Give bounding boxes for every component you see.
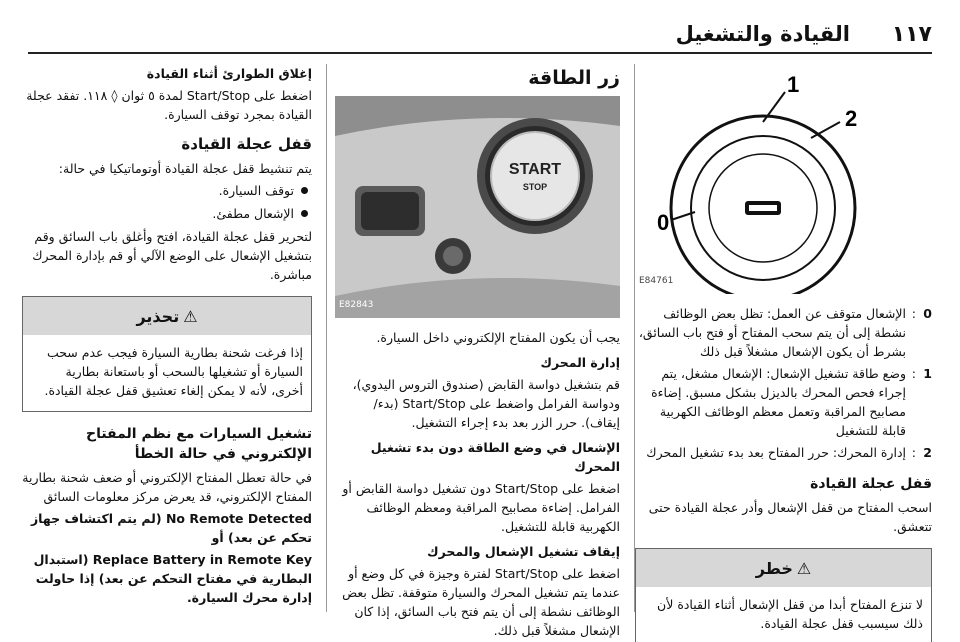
left-column [22,64,312,610]
message-no-remote: No Remote Detected (لم يتم اكتشاف جهاز تحكم عن بعد) أو [30,511,312,545]
position-label-0: 0 [657,210,670,235]
switch-off-text: اضغط على Start/Stop لفترة وجيزة في كل وضع أو عندما يتم تشغيل المحرك والسيارة متوقفة. تظل بعض الوظائف نشطة إلى أن يتم فتح باب السائق، إذا كان الإشعال مشغلاً قبل ذلك. [342,566,620,638]
steering-lock-heading: قفل عجلة القيادة [181,135,312,153]
danger-title: خطر [755,558,793,578]
steering-lock-intro: يتم تنشيط قفل عجلة القيادة أوتوماتيكيا في حالة: [58,161,312,176]
power-button-heading: زر الطاقة [528,67,620,89]
column-divider-left [326,64,327,612]
start-engine-heading: إدارة المحرك [540,355,620,370]
chapter-title: القيادة والتشغيل [675,22,850,46]
steering-lock-text: اسحب المفتاح من قفل الإشعال وأدر عجلة القيادة حتى تتعشق. [648,500,932,534]
position-list [635,304,932,462]
switch-off-heading: إيقاف تشغيل الإشعال والمحرك [427,544,620,559]
ignition-switch-illustration [635,62,932,294]
warning-triangle-icon: ⚠ [183,306,198,326]
steering-lock-heading: قفل عجلة القيادة [810,476,932,492]
right-column [635,62,932,642]
figure-id: E82843 [339,300,374,310]
middle-column [335,64,620,642]
stop-label: STOP [522,182,548,192]
position-item-2: 2 : إدارة المحرك: حرر المفتاح بعد بدء تشغيل المحرك [646,445,932,460]
danger-box [635,548,932,642]
ignition-switch-figure [635,62,932,294]
emergency-shutdown-text: اضغط على Start/Stop لمدة ٥ ثوان ◊ ١١٨. تفقد عجلة القيادة بمجرد توقف السيارة. [26,88,312,122]
bullet-item: الإشعال مطفئ. [22,204,312,223]
message-replace-battery: Replace Battery in Remote Key (استبدال البطارية في مفتاح التحكم عن بعد) إذا حاولت إدارة محرك السيارة. [33,552,312,605]
column-divider-right [634,64,635,612]
emergency-shutdown-heading: إغلاق الطوارئ أثناء القيادة [146,66,312,81]
start-engine-text: قم بتشغيل دواسة القابض (صندوق التروس اليدوي)، ودواسة الفرامل واضغط على Start/Stop (بدء/إيقاف). حرر الزر بعد بدء إجراء التشغيل. [352,377,620,430]
caution-title: تحذير [136,306,180,326]
power-mode-text: اضغط على Start/Stop دون تشغيل دواسة القابض أو الفرامل. إضاءة مصابيح المراقبة ومعظم الوظائف الكهربية قابلة للتشغيل. [342,481,620,534]
key-failure-heading: تشغيل السيارات مع نظم المفتاح الإلكتروني في حالة الخطأ [86,426,312,462]
position-item-1: 1 : وضع طاقة تشغيل الإشعال: الإشعال مشغل، يتم إجراء فحص المحرك بالديزل بشكل مسبق. إضاءة مصابيح المراقبة وتعمل معظم الوظائف الكهربية قابلة للتشغيل [651,366,932,438]
caution-text: إذا فرغت شحنة بطارية السيارة فيجب عدم سحب السيارة أو تشغيلها بالسحب أو باستعانة بطارية أخرى، لأنه لا يمكن إلغاء تعشيق قفل عجلة القيادة. [44,345,303,398]
power-button-figure [335,96,620,318]
figure-id: E84761 [639,276,674,286]
warning-triangle-icon: ⚠ [796,558,812,578]
key-failure-text: في حالة تعطل المفتاح الإلكتروني أو ضعف شحنة بطارية المفتاح الإلكتروني، قد يعرض مركز معلومات السائق [22,470,312,504]
key-inside-note: يجب أن يكون المفتاح الإلكتروني داخل السيارة. [376,330,620,345]
page-number: ١١٧ [891,22,932,47]
start-label: START [508,161,562,178]
position-label-1: 1 [787,72,800,97]
caution-box [22,296,312,412]
position-label-2: 2 [845,106,858,131]
steering-unlock-text: لتحرير قفل عجلة القيادة، افتح وأغلق باب السائق وقم بتشغيل الإشعال على الوضع الآلي أو قم بإدارة المحرك مباشرة. [32,229,312,282]
danger-text: لا تنزع المفتاح أبدا من قفل الإشعال أثناء القيادة لأن ذلك سيسبب قفل عجلة القيادة. [657,597,923,631]
position-item-0: 0 : الإشعال متوقف عن العمل: تظل بعض الوظائف نشطة إلى أن يتم سحب المفتاح أو فتح باب السائق، بشرط أن يكون الإشعال مشغلاً قبل ذلك [638,306,932,359]
page-header [28,20,932,54]
power-mode-heading: الإشعال في وضع الطاقة دون بدء تشغيل المحرك [370,440,620,474]
bullet-item: توقف السيارة. [22,181,312,200]
power-button-illustration [335,96,620,318]
